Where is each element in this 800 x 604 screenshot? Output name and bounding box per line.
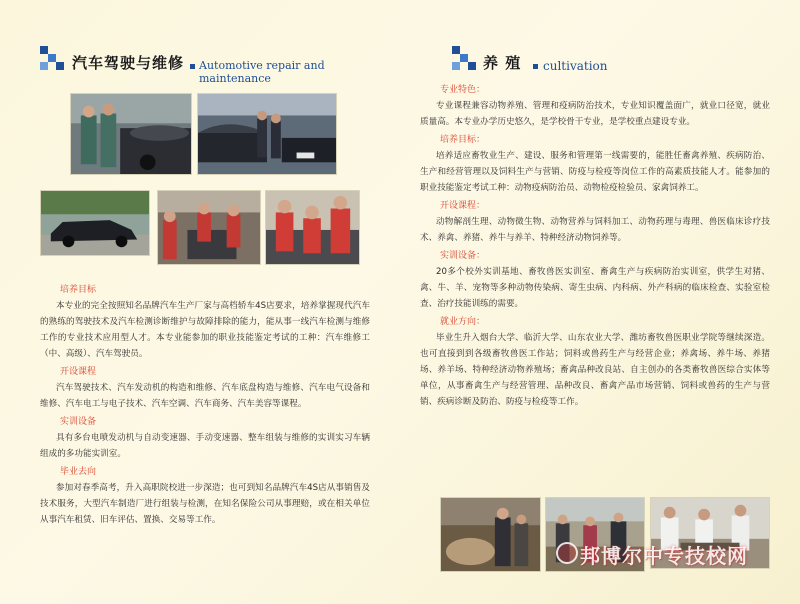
cult-section-equipment [420,248,770,312]
cult-heading-feature: 专业特色： [440,85,486,95]
auto-text-equipment: 具有多台电喷发动机与自动变速器、手动变速器、整车组装与维修的实训实习车辆组成的多功能实训室。 [40,433,370,459]
section-title-auto: 汽车驾驶与维修 [72,54,185,72]
logo-squares-icon [40,46,66,72]
auto-text-goal: 本专业的完全按照知名品牌汽车生产厂家与高档轿车4S店要求，培养掌握现代汽车的熟练的驾驶技术及汽车检测诊断维护与故障排除的能力，能从事一线汽车检测与维修工作的专业技术应用型人才。本专业能参加的职业技能鉴定考试的工种：汽车维修工（中、高级）、汽车驾驶员。 [40,301,370,359]
title-bullet [533,64,538,69]
photo-workshop [197,93,337,175]
auto-text-courses: 汽车驾驶技术、汽车发动机的构造和维修、汽车底盘构造与维修、汽车电气设备和维修、汽车电工与电子技术、汽车空调、汽车商务、汽车美容等课程。 [40,383,370,409]
section-subtitle-auto: Automotive repair and maintenance [199,59,325,85]
cult-text-equipment: 20多个校外实训基地、畜牧兽医实训室、畜禽生产与疾病防治实训室，供学生对猪、禽、牛、羊、宠物等多种动物传染病、寄生虫病、内科病、外产科病的临床检查、实验室检查、治疗技能训练的需要。 [420,267,770,309]
cult-heading-courses: 开设课程： [440,201,486,211]
cult-text-feature: 专业课程兼容动物养殖、管理和疫病防治技术，专业知识覆盖面广，就业口径宽，就业质量高。本专业办学历史悠久，是学校骨干专业，是学校重点建设专业。 [420,101,770,127]
photo-students-red [265,190,360,265]
section-title-cultivation: 养 殖 [483,54,522,72]
cult-text-courses: 动物解剖生理、动物微生物、动物营养与饲料加工、动物药理与毒理、兽医临床诊疗技术、养禽、养猪、养牛与养羊、特种经济动物饲养等。 [420,217,770,243]
cult-heading-goal: 培养目标： [440,135,486,145]
auto-section-equipment [40,414,370,462]
cult-section-courses [420,198,770,246]
photo-engine-check [70,93,192,175]
cult-heading-career: 就业方向： [440,317,486,327]
auto-section-courses [40,364,370,412]
photo-livestock-inspection [440,497,541,572]
photo-students-engine [157,190,261,265]
watermark-logo-icon [556,542,578,564]
title-bullet [190,64,195,69]
cult-text-goal: 培养适应畜牧业生产、建设、服务和管理第一线需要的，能胜任畜禽养殖、疾病防治、生产和经营管理以及饲料生产与营销、防疫与检疫等岗位工作的高素质技能人才。能参加的职业技能鉴定考试工种：动物疫病防治员、动物检疫检验员、家禽饲养工。 [420,151,770,193]
auto-heading-career: 毕业去向 [60,467,97,477]
cult-section-career [420,314,770,410]
cult-heading-equipment: 实训设备： [440,251,486,261]
auto-section-career [40,464,370,528]
auto-heading-goal: 培养目标 [60,285,97,295]
cult-text-career: 毕业生升入烟台大学、临沂大学、山东农业大学、潍坊畜牧兽医职业学院等继续深造。也可直接到到各级畜牧兽医工作站；饲料或兽药生产与经营企业；养禽场、养牛场、养猪场、养羊场、特种经济动物养殖场；畜禽品种改良站、自主创办的各类畜牧兽医综合实体等单位，从事畜禽生产与经营管理、品种改良、畜禽产品市场营销、饲料或兽药的生产与营销、疾病诊断及防治、防疫与检疫等工作。 [420,333,770,407]
auto-heading-courses: 开设课程 [60,367,97,377]
section-subtitle-cultivation: cultivation [543,59,608,73]
photo-car-outdoor [40,190,150,256]
auto-content [40,280,370,528]
cult-section-goal [420,132,770,196]
cult-section-feature [420,82,770,130]
watermark-text: 邦博尔中专技校网 [580,544,748,568]
cultivation-content [420,80,770,410]
auto-heading-equipment: 实训设备 [60,417,97,427]
auto-text-career: 参加对春季高考，升入高职院校进一步深造；也可到知名品牌汽车4S店从事销售及技术服务，大型汽车制造厂进行组装与检测，在知名保险公司从事理赔，或在相关单位从事汽车租赁、旧车评估、置换、交易等工作。 [40,483,370,525]
auto-section-goal [40,282,370,362]
logo-squares-icon [452,46,478,72]
